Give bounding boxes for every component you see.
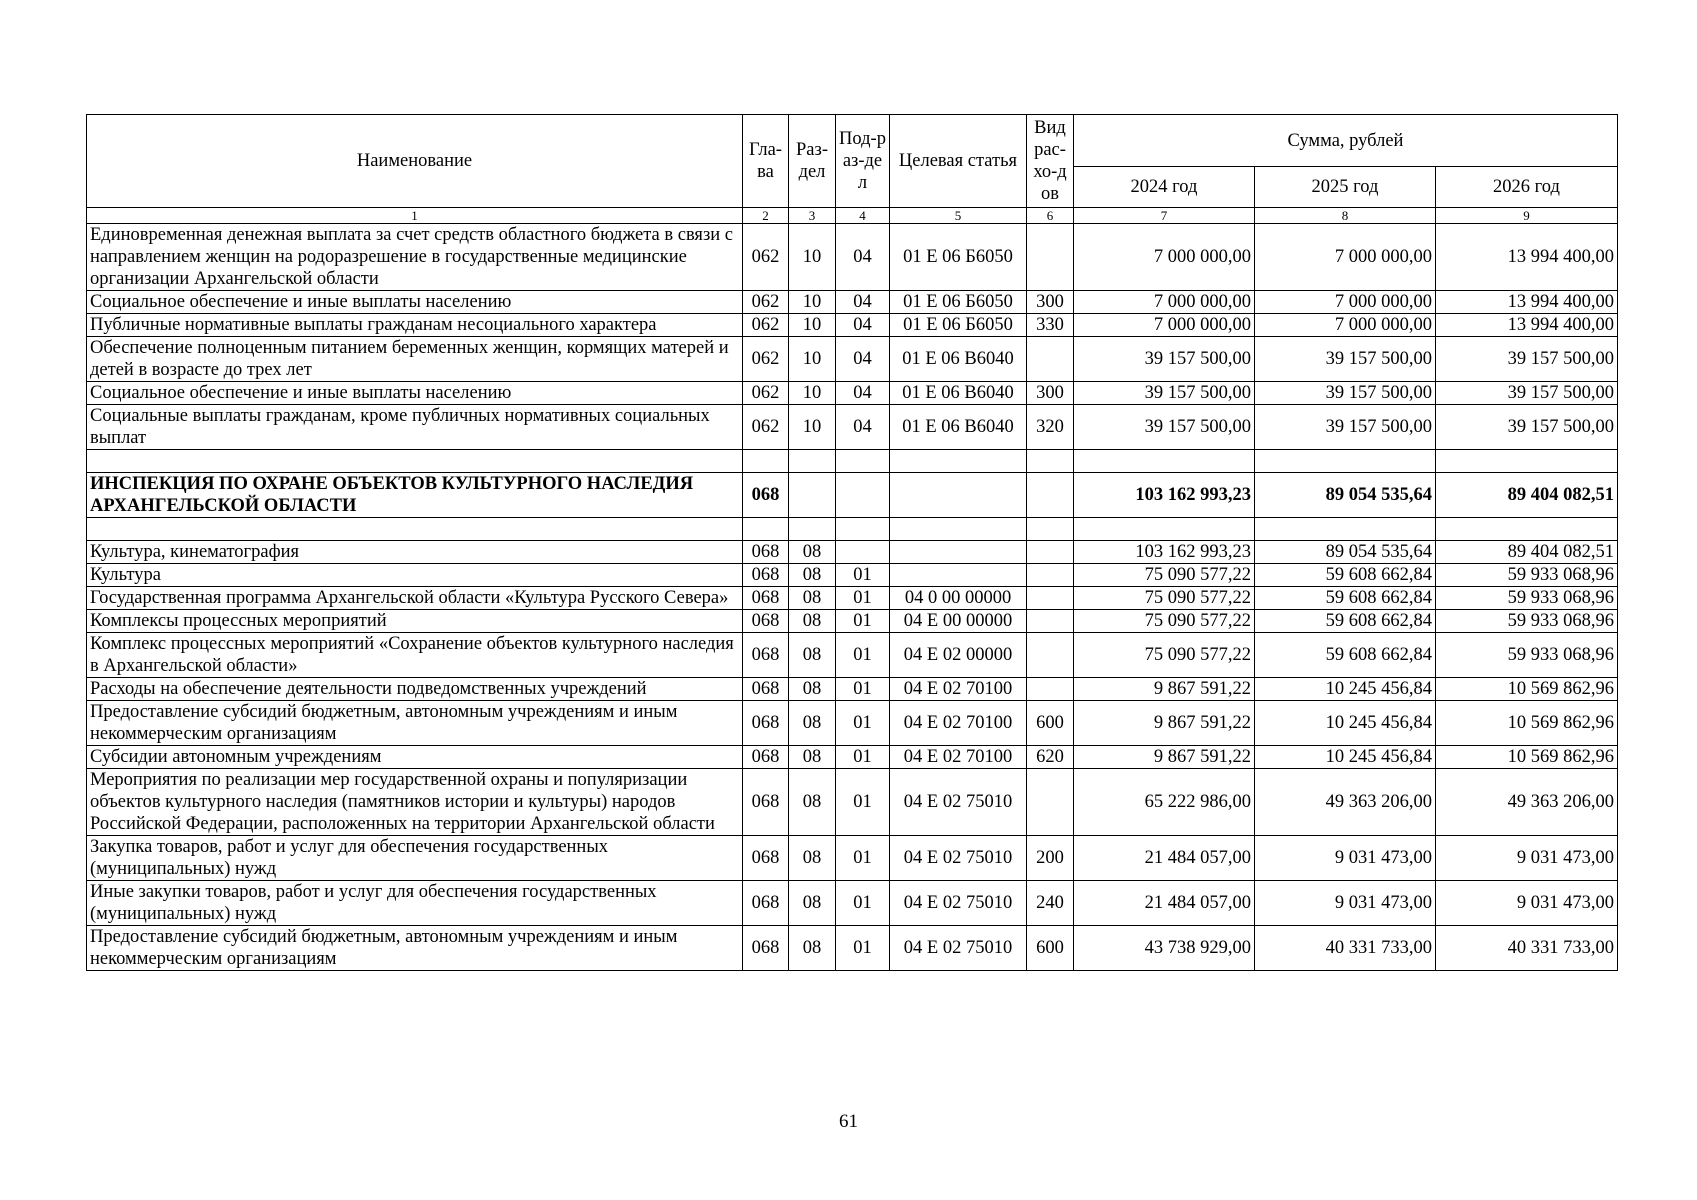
row-section: 08 bbox=[789, 746, 836, 769]
row-amount-2025: 39 157 500,00 bbox=[1255, 405, 1436, 450]
row-subsection bbox=[836, 541, 890, 564]
row-amount-2026: 13 994 400,00 bbox=[1436, 314, 1618, 337]
row-target: 01 Е 06 Б6050 bbox=[890, 224, 1027, 291]
row-target bbox=[890, 450, 1027, 473]
row-name: Субсидии автономным учреждениям bbox=[87, 746, 743, 769]
row-amount-2025: 59 608 662,84 bbox=[1255, 587, 1436, 610]
table-row bbox=[87, 314, 1618, 337]
row-section: 08 bbox=[789, 881, 836, 926]
budget-table bbox=[86, 114, 1618, 971]
row-amount-2025: 7 000 000,00 bbox=[1255, 314, 1436, 337]
row-name: ИНСПЕКЦИЯ ПО ОХРАНЕ ОБЪЕКТОВ КУЛЬТУРНОГО НАСЛЕДИЯ АРХАНГЕЛЬСКОЙ ОБЛАСТИ bbox=[87, 473, 743, 518]
row-name: Комплекс процессных мероприятий «Сохранение объектов культурного наследия в Архангельской области» bbox=[87, 633, 743, 678]
row-amount-2026: 89 404 082,51 bbox=[1436, 473, 1618, 518]
row-chapter: 068 bbox=[743, 473, 789, 518]
row-amount-2026: 10 569 862,96 bbox=[1436, 678, 1618, 701]
row-amount-2026: 49 363 206,00 bbox=[1436, 769, 1618, 836]
row-target bbox=[890, 473, 1027, 518]
row-chapter: 068 bbox=[743, 926, 789, 971]
row-amount-2025: 59 608 662,84 bbox=[1255, 633, 1436, 678]
row-subsection bbox=[836, 518, 890, 541]
row-expense-type bbox=[1027, 224, 1074, 291]
row-name: Социальное обеспечение и иные выплаты населению bbox=[87, 382, 743, 405]
row-section bbox=[789, 518, 836, 541]
row-name: Обеспечение полноценным питанием беременных женщин, кормящих матерей и детей в возрасте до трех лет bbox=[87, 337, 743, 382]
row-amount-2026: 9 031 473,00 bbox=[1436, 836, 1618, 881]
row-target: 04 Е 02 70100 bbox=[890, 746, 1027, 769]
row-target: 01 Е 06 Б6050 bbox=[890, 314, 1027, 337]
header-section: Раз-дел bbox=[789, 115, 836, 208]
header-target: Целевая статья bbox=[890, 115, 1027, 208]
column-number: 3 bbox=[789, 208, 836, 224]
row-target: 04 Е 02 75010 bbox=[890, 881, 1027, 926]
row-amount-2024: 75 090 577,22 bbox=[1074, 633, 1255, 678]
table-row bbox=[87, 291, 1618, 314]
row-amount-2025: 89 054 535,64 bbox=[1255, 473, 1436, 518]
column-number: 7 bbox=[1074, 208, 1255, 224]
row-target bbox=[890, 564, 1027, 587]
row-amount-2024: 9 867 591,22 bbox=[1074, 701, 1255, 746]
row-expense-type: 330 bbox=[1027, 314, 1074, 337]
row-chapter: 062 bbox=[743, 224, 789, 291]
row-amount-2025: 10 245 456,84 bbox=[1255, 678, 1436, 701]
row-subsection: 01 bbox=[836, 746, 890, 769]
row-chapter: 068 bbox=[743, 836, 789, 881]
row-chapter bbox=[743, 450, 789, 473]
row-expense-type bbox=[1027, 678, 1074, 701]
table-row bbox=[87, 881, 1618, 926]
row-section: 10 bbox=[789, 291, 836, 314]
row-target: 04 Е 02 00000 bbox=[890, 633, 1027, 678]
table-body bbox=[87, 224, 1618, 971]
header-subsection: Под-раз-дел bbox=[836, 115, 890, 208]
table-row bbox=[87, 678, 1618, 701]
row-amount-2024: 7 000 000,00 bbox=[1074, 314, 1255, 337]
row-amount-2026: 59 933 068,96 bbox=[1436, 633, 1618, 678]
row-amount-2025: 10 245 456,84 bbox=[1255, 701, 1436, 746]
row-amount-2024: 39 157 500,00 bbox=[1074, 405, 1255, 450]
row-name: Культура bbox=[87, 564, 743, 587]
row-subsection: 04 bbox=[836, 291, 890, 314]
page-number: 61 bbox=[839, 1111, 858, 1132]
row-chapter: 068 bbox=[743, 610, 789, 633]
row-section: 08 bbox=[789, 769, 836, 836]
row-name: Единовременная денежная выплата за счет средств областного бюджета в связи с направлением женщин на родоразрешение в государственные медицинские организации Архангельской области bbox=[87, 224, 743, 291]
column-number: 9 bbox=[1436, 208, 1618, 224]
row-chapter: 062 bbox=[743, 291, 789, 314]
column-number-row bbox=[87, 208, 1618, 224]
row-name: Комплексы процессных мероприятий bbox=[87, 610, 743, 633]
row-chapter: 068 bbox=[743, 541, 789, 564]
row-name: Публичные нормативные выплаты гражданам несоциального характера bbox=[87, 314, 743, 337]
row-amount-2024: 9 867 591,22 bbox=[1074, 746, 1255, 769]
row-chapter: 062 bbox=[743, 337, 789, 382]
header-sum: Сумма, рублей bbox=[1074, 115, 1618, 167]
row-target: 01 Е 06 В6040 bbox=[890, 337, 1027, 382]
row-section: 08 bbox=[789, 678, 836, 701]
row-expense-type: 620 bbox=[1027, 746, 1074, 769]
row-subsection bbox=[836, 450, 890, 473]
row-section: 10 bbox=[789, 405, 836, 450]
column-number: 1 bbox=[87, 208, 743, 224]
header-chapter: Гла-ва bbox=[743, 115, 789, 208]
row-subsection: 01 bbox=[836, 587, 890, 610]
row-target: 04 Е 02 70100 bbox=[890, 701, 1027, 746]
table-row bbox=[87, 926, 1618, 971]
row-subsection: 01 bbox=[836, 678, 890, 701]
row-chapter: 062 bbox=[743, 382, 789, 405]
spacer-row bbox=[87, 450, 1618, 473]
row-target: 04 Е 02 75010 bbox=[890, 769, 1027, 836]
table-row bbox=[87, 473, 1618, 518]
table-row bbox=[87, 564, 1618, 587]
row-expense-type bbox=[1027, 337, 1074, 382]
row-amount-2026 bbox=[1436, 450, 1618, 473]
row-amount-2024: 65 222 986,00 bbox=[1074, 769, 1255, 836]
row-section: 08 bbox=[789, 610, 836, 633]
row-expense-type bbox=[1027, 587, 1074, 610]
row-expense-type: 240 bbox=[1027, 881, 1074, 926]
column-number: 4 bbox=[836, 208, 890, 224]
row-expense-type bbox=[1027, 518, 1074, 541]
row-section: 10 bbox=[789, 224, 836, 291]
row-chapter: 068 bbox=[743, 633, 789, 678]
row-amount-2024: 75 090 577,22 bbox=[1074, 587, 1255, 610]
row-amount-2026: 59 933 068,96 bbox=[1436, 564, 1618, 587]
row-section: 10 bbox=[789, 314, 836, 337]
table-row bbox=[87, 587, 1618, 610]
row-name: Социальные выплаты гражданам, кроме публичных нормативных социальных выплат bbox=[87, 405, 743, 450]
row-expense-type: 600 bbox=[1027, 926, 1074, 971]
row-subsection: 04 bbox=[836, 382, 890, 405]
row-amount-2024: 7 000 000,00 bbox=[1074, 224, 1255, 291]
row-amount-2024 bbox=[1074, 450, 1255, 473]
row-amount-2026: 89 404 082,51 bbox=[1436, 541, 1618, 564]
header-year-2024: 2024 год bbox=[1074, 167, 1255, 208]
row-expense-type: 300 bbox=[1027, 382, 1074, 405]
row-amount-2025: 59 608 662,84 bbox=[1255, 610, 1436, 633]
row-amount-2024: 39 157 500,00 bbox=[1074, 382, 1255, 405]
row-subsection: 01 bbox=[836, 926, 890, 971]
row-target: 04 Е 02 70100 bbox=[890, 678, 1027, 701]
row-subsection: 01 bbox=[836, 633, 890, 678]
row-amount-2024: 21 484 057,00 bbox=[1074, 836, 1255, 881]
row-expense-type bbox=[1027, 610, 1074, 633]
row-amount-2026: 39 157 500,00 bbox=[1436, 382, 1618, 405]
row-amount-2024: 39 157 500,00 bbox=[1074, 337, 1255, 382]
row-target: 01 Е 06 В6040 bbox=[890, 405, 1027, 450]
row-name bbox=[87, 450, 743, 473]
column-number: 2 bbox=[743, 208, 789, 224]
row-name: Культура, кинематография bbox=[87, 541, 743, 564]
row-amount-2025: 7 000 000,00 bbox=[1255, 224, 1436, 291]
row-section: 08 bbox=[789, 587, 836, 610]
row-amount-2024: 75 090 577,22 bbox=[1074, 564, 1255, 587]
row-name: Предоставление субсидий бюджетным, автономным учреждениям и иным некоммерческим организациям bbox=[87, 926, 743, 971]
column-number: 8 bbox=[1255, 208, 1436, 224]
row-subsection: 01 bbox=[836, 881, 890, 926]
row-chapter: 068 bbox=[743, 881, 789, 926]
row-name: Расходы на обеспечение деятельности подведомственных учреждений bbox=[87, 678, 743, 701]
row-subsection: 01 bbox=[836, 610, 890, 633]
row-subsection: 01 bbox=[836, 836, 890, 881]
row-amount-2025: 39 157 500,00 bbox=[1255, 382, 1436, 405]
row-target: 04 0 00 00000 bbox=[890, 587, 1027, 610]
row-chapter: 068 bbox=[743, 564, 789, 587]
row-expense-type bbox=[1027, 541, 1074, 564]
row-name: Социальное обеспечение и иные выплаты населению bbox=[87, 291, 743, 314]
row-amount-2025: 40 331 733,00 bbox=[1255, 926, 1436, 971]
table-row bbox=[87, 541, 1618, 564]
column-number: 5 bbox=[890, 208, 1027, 224]
row-chapter: 062 bbox=[743, 314, 789, 337]
row-expense-type bbox=[1027, 450, 1074, 473]
table-row bbox=[87, 633, 1618, 678]
row-section: 10 bbox=[789, 382, 836, 405]
row-target bbox=[890, 541, 1027, 564]
table-row bbox=[87, 610, 1618, 633]
row-amount-2025: 89 054 535,64 bbox=[1255, 541, 1436, 564]
row-expense-type: 200 bbox=[1027, 836, 1074, 881]
row-subsection: 04 bbox=[836, 405, 890, 450]
row-amount-2024: 103 162 993,23 bbox=[1074, 541, 1255, 564]
row-amount-2026: 13 994 400,00 bbox=[1436, 291, 1618, 314]
row-amount-2026: 13 994 400,00 bbox=[1436, 224, 1618, 291]
row-expense-type: 600 bbox=[1027, 701, 1074, 746]
row-chapter: 068 bbox=[743, 587, 789, 610]
row-amount-2026: 10 569 862,96 bbox=[1436, 701, 1618, 746]
row-amount-2025 bbox=[1255, 450, 1436, 473]
row-amount-2025: 39 157 500,00 bbox=[1255, 337, 1436, 382]
table-row bbox=[87, 746, 1618, 769]
row-expense-type: 320 bbox=[1027, 405, 1074, 450]
row-amount-2025: 7 000 000,00 bbox=[1255, 291, 1436, 314]
row-amount-2026 bbox=[1436, 518, 1618, 541]
row-name bbox=[87, 518, 743, 541]
header-year-2026: 2026 год bbox=[1436, 167, 1618, 208]
row-subsection: 04 bbox=[836, 224, 890, 291]
row-section bbox=[789, 473, 836, 518]
row-target: 04 Е 00 00000 bbox=[890, 610, 1027, 633]
header-year-2025: 2025 год bbox=[1255, 167, 1436, 208]
row-expense-type bbox=[1027, 633, 1074, 678]
header-name: Наименование bbox=[87, 115, 743, 208]
row-chapter: 068 bbox=[743, 678, 789, 701]
row-amount-2025: 59 608 662,84 bbox=[1255, 564, 1436, 587]
row-chapter: 062 bbox=[743, 405, 789, 450]
row-amount-2026: 10 569 862,96 bbox=[1436, 746, 1618, 769]
row-amount-2024: 75 090 577,22 bbox=[1074, 610, 1255, 633]
row-chapter: 068 bbox=[743, 701, 789, 746]
row-subsection: 01 bbox=[836, 701, 890, 746]
row-subsection: 01 bbox=[836, 769, 890, 836]
row-amount-2026: 40 331 733,00 bbox=[1436, 926, 1618, 971]
row-amount-2026: 59 933 068,96 bbox=[1436, 587, 1618, 610]
row-section: 08 bbox=[789, 926, 836, 971]
table-header bbox=[87, 115, 1618, 224]
row-subsection: 04 bbox=[836, 337, 890, 382]
row-amount-2024: 43 738 929,00 bbox=[1074, 926, 1255, 971]
row-name: Иные закупки товаров, работ и услуг для обеспечения государственных (муниципальных) нужд bbox=[87, 881, 743, 926]
row-amount-2024 bbox=[1074, 518, 1255, 541]
row-section: 08 bbox=[789, 836, 836, 881]
row-section bbox=[789, 450, 836, 473]
row-chapter: 068 bbox=[743, 746, 789, 769]
table-row bbox=[87, 701, 1618, 746]
row-section: 10 bbox=[789, 337, 836, 382]
row-amount-2024: 103 162 993,23 bbox=[1074, 473, 1255, 518]
row-amount-2025: 9 031 473,00 bbox=[1255, 881, 1436, 926]
row-amount-2024: 7 000 000,00 bbox=[1074, 291, 1255, 314]
table-row bbox=[87, 769, 1618, 836]
row-subsection: 04 bbox=[836, 314, 890, 337]
table-row bbox=[87, 836, 1618, 881]
row-section: 08 bbox=[789, 701, 836, 746]
row-amount-2025: 49 363 206,00 bbox=[1255, 769, 1436, 836]
row-amount-2026: 39 157 500,00 bbox=[1436, 405, 1618, 450]
row-amount-2024: 9 867 591,22 bbox=[1074, 678, 1255, 701]
row-target: 04 Е 02 75010 bbox=[890, 836, 1027, 881]
row-amount-2026: 59 933 068,96 bbox=[1436, 610, 1618, 633]
table-row bbox=[87, 382, 1618, 405]
column-number: 6 bbox=[1027, 208, 1074, 224]
row-subsection: 01 bbox=[836, 564, 890, 587]
table-row bbox=[87, 405, 1618, 450]
row-name: Предоставление субсидий бюджетным, автономным учреждениям и иным некоммерческим организациям bbox=[87, 701, 743, 746]
row-amount-2025 bbox=[1255, 518, 1436, 541]
row-expense-type bbox=[1027, 564, 1074, 587]
row-amount-2026: 39 157 500,00 bbox=[1436, 337, 1618, 382]
table-row bbox=[87, 224, 1618, 291]
row-name: Мероприятия по реализации мер государственной охраны и популяризации объектов культурного наследия (памятников истории и культуры) народов Российской Федерации, расположенных на территории Архангельской области bbox=[87, 769, 743, 836]
row-chapter: 068 bbox=[743, 769, 789, 836]
row-name: Закупка товаров, работ и услуг для обеспечения государственных (муниципальных) нужд bbox=[87, 836, 743, 881]
row-amount-2026: 9 031 473,00 bbox=[1436, 881, 1618, 926]
row-amount-2024: 21 484 057,00 bbox=[1074, 881, 1255, 926]
row-target bbox=[890, 518, 1027, 541]
spacer-row bbox=[87, 518, 1618, 541]
row-expense-type: 300 bbox=[1027, 291, 1074, 314]
row-section: 08 bbox=[789, 564, 836, 587]
header-expense-type: Вид рас-хо-дов bbox=[1027, 115, 1074, 208]
row-subsection bbox=[836, 473, 890, 518]
row-target: 01 Е 06 В6040 bbox=[890, 382, 1027, 405]
row-section: 08 bbox=[789, 541, 836, 564]
row-target: 01 Е 06 Б6050 bbox=[890, 291, 1027, 314]
row-amount-2025: 10 245 456,84 bbox=[1255, 746, 1436, 769]
table-row bbox=[87, 337, 1618, 382]
row-section: 08 bbox=[789, 633, 836, 678]
row-chapter bbox=[743, 518, 789, 541]
row-name: Государственная программа Архангельской области «Культура Русского Севера» bbox=[87, 587, 743, 610]
row-amount-2025: 9 031 473,00 bbox=[1255, 836, 1436, 881]
row-expense-type bbox=[1027, 769, 1074, 836]
row-expense-type bbox=[1027, 473, 1074, 518]
row-target: 04 Е 02 75010 bbox=[890, 926, 1027, 971]
